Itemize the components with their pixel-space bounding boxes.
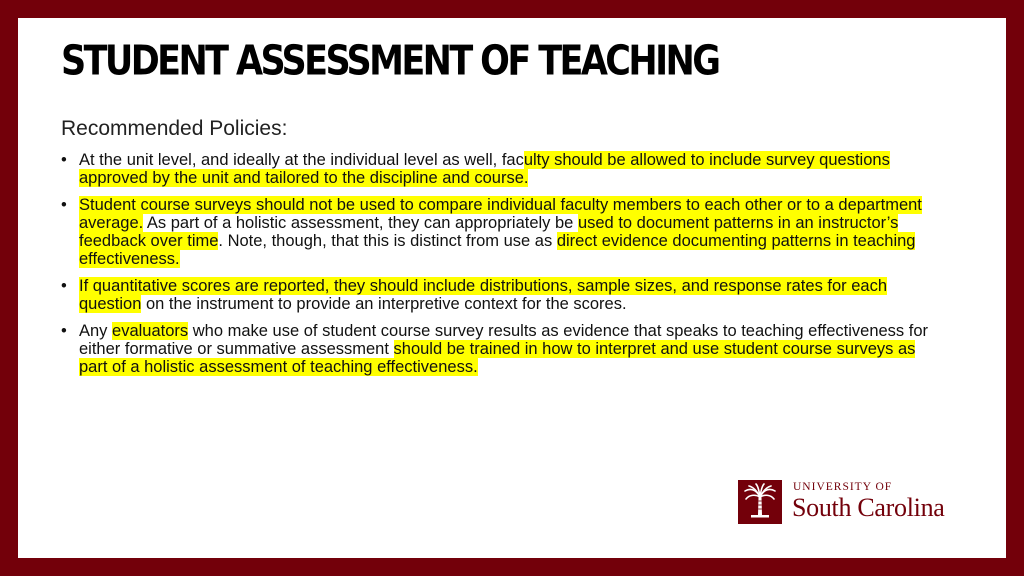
text-segment: who make use of student course survey results as evidence that speaks to teaching effectiveness for either formative or summative assessment (79, 322, 929, 358)
subheading: Recommended Policies: (61, 117, 288, 140)
university-logo (738, 480, 978, 524)
highlighted-text: evaluators (112, 322, 189, 340)
text-segment: As part of a holistic assessment, they can appropriately be (143, 214, 578, 232)
text-segment: on the instrument to provide an interpretive context for the scores. (141, 295, 627, 313)
highlighted-text: used to document patterns in an instructor’s feedback over time (79, 214, 899, 250)
policy-item (61, 196, 941, 268)
bullet-marker: • (61, 151, 67, 169)
bullet-marker: • (61, 196, 67, 214)
logo-south-carolina: South Carolina (792, 493, 945, 522)
palmetto-tree-icon (738, 480, 782, 524)
text-segment: At the unit level, and ideally at the individual level as well, fac (79, 151, 524, 169)
policy-item (61, 151, 941, 187)
highlighted-text: Student course surveys should not be used to compare individual faculty members to each other or to a department average. (79, 196, 922, 232)
logo-university-of: UNIVERSITY OF (793, 481, 893, 493)
policy-list (61, 151, 941, 385)
highlighted-text: direct evidence documenting patterns in teaching effectiveness. (79, 232, 916, 268)
bullet-marker: • (61, 322, 67, 340)
policy-item (61, 277, 941, 313)
policy-item (61, 322, 941, 376)
slide-title: STUDENT ASSESSMENT OF TEACHING (61, 38, 719, 86)
highlighted-text: ulty should be allowed to include survey questions approved by the unit and tailored to the discipline and course. (79, 151, 890, 187)
text-segment: . Note, though, that this is distinct from use as (218, 232, 557, 250)
highlighted-text: should be trained in how to interpret and use student course surveys as part of a holistic assessment of teaching effectiveness. (79, 340, 916, 376)
highlighted-text: If quantitative scores are reported, they should include distributions, sample sizes, and response rates for each question (79, 277, 888, 313)
text-segment: Any (79, 322, 113, 340)
bullet-marker: • (61, 277, 67, 295)
